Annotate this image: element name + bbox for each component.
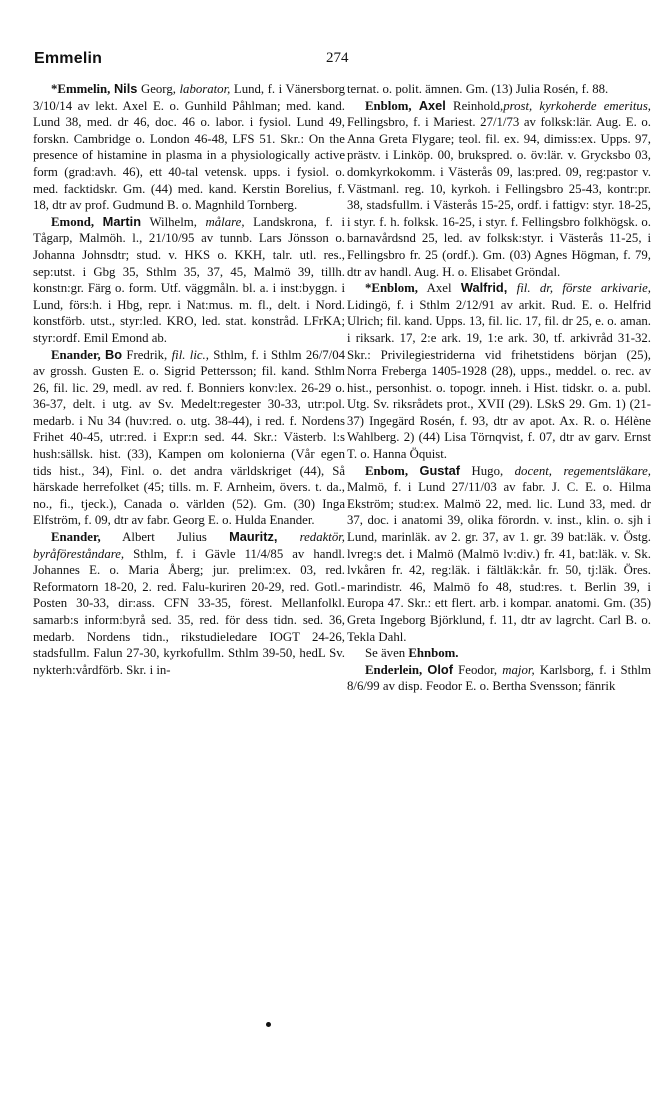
entry-surname: Emond, bbox=[51, 214, 95, 229]
entry-body: Sthlm, f. i Sthlm 26/7/04 av grossh. Gusten E. o. Sigrid Pettersson; fil. kand. Sthlm 26, fil. lic. 29, medl. av red. f. Bonniers konv:lex. 26-29 o. 36-37, delt. i utg. av Sv. Medelt:regester 30-33, utr:pol. medarb. i Nu 34 (huv:red. o. utg. 38-44), i red. f. Nordens Frihet 40-45, utr:red. i Expr:n sed. 44. Skr.: Västerb. l:s hush:sällsk. hist. (33), Kampen om kolonierna (Vår egen tids hist., 34), Finl. o. det andra världskriget (44), Så härskade herrefolket (45; tills. m. F. Arnheim, övers. t. da., no., fi., tjeck.), Canada o. världen (52). Gm. (30) Inga Elfström, f. 09, dtr av fabr. Georg E. o. Hulda Enander. bbox=[33, 347, 346, 528]
entry-given-bold: Martin bbox=[102, 213, 142, 229]
entry-given-bold: Walfrid, bbox=[460, 280, 508, 296]
entry-occupation: redaktör, byråföreståndare, bbox=[33, 530, 346, 561]
see-also-reference bbox=[347, 645, 651, 662]
entry-given-rest: Fredrik, bbox=[122, 347, 168, 362]
entry-marker: * bbox=[365, 281, 372, 296]
entry-occupation: major, bbox=[502, 662, 535, 677]
entry-surname: Enbom, bbox=[365, 463, 409, 478]
entry-given-bold: Nils bbox=[113, 81, 138, 96]
entry-emond-martin bbox=[33, 214, 345, 347]
entry-enbom-gustaf bbox=[347, 463, 651, 646]
entry-given-rest: Axel bbox=[418, 281, 461, 296]
entry-surname: Enderlein, bbox=[365, 662, 423, 677]
entry-body: Sthlm, f. i Gävle 11/4/85 av handl. Johannes E. o. Maria Åberg; jur. prelim:ex. 03, red. Reformatorn 18-20, 2. red. Falu-kuriren 20-29, red. Gotl.-Posten 30-33, dir:ass. CFN 33-35, förest. Mellanfolkl. samarb:s inform:byrå sed. 35, red. för dess tidn. sed. 36, medarb. Nordens tidn., rikstudieledare IOGT 24-26, stadsfullm. Falun 27-30, kyrkofullm. Sthlm 39-50, hedL Sv. nykterh:vårdförb. Skr. i in- bbox=[33, 546, 345, 677]
entry-given-bold: Bo bbox=[105, 346, 123, 362]
entry-given-bold: Olof bbox=[427, 661, 454, 677]
entry-occupation: prost, kyrkoherde emeritus, bbox=[503, 98, 651, 113]
entry-marker: * bbox=[51, 82, 58, 96]
entry-occupation: fil. dr, förste arkivarie, bbox=[516, 281, 651, 296]
page-dot-mark bbox=[266, 1022, 271, 1027]
entry-given-bold: Gustaf bbox=[419, 462, 461, 478]
entry-body: Landskrona, f. i Tågarp, Malmöh. l., 21/10/95 av tunnb. Lars Jönsson o. Johanna Johnsdtr; stud. v. HKS o. KKH, talr. utl. res., sep:utst. i Gbg 35, Sthlm 35, 37, 45, Malmö 39, tillh. konstn:gr. Färg o. form. Utf. väggmåln. bl. a. i inst:byggn. i Lund, förs:h. i Hbg, repr. i Nat:mus. m. fl., delt. i Nord. konstförb. utst., styr:led. KRO, led. stat. konstråd. LFrKA; styr:ordf. Emil Emond ab. bbox=[33, 214, 346, 345]
entry-enblom-axel bbox=[347, 98, 651, 281]
entry-occupation: målare, bbox=[205, 214, 245, 229]
entry-occupation: fil. lic., bbox=[171, 347, 209, 362]
entry-given-rest: Albert Julius bbox=[100, 530, 230, 545]
entry-body: Lidingö, f. i Sthlm 2/12/91 av arkit. Rud. E. o. Helfrid Ulrich; fil. kand. Upps. 13, fil. lic. 17, fil. dr 25, e. o. aman. i riksark. 17, 2:e ark. 19, 1:e ark. 30, tf. arkivråd 31-32. Skr.: Privilegiestriderna vid frihetstidens början (25), Norra Freberga 1405-1928 (28), upps., meddel. o. rec. av hist., personhist. o. topogr. inneh. i Hist. tidskr. o. a. publ. Utg. Sv. riksrådets prot., XVII (29). LSkS 29. Gm. 1) (21-37) Ingegärd Rosén, f. 93, dtr av apot. Ax. R. o. Hélène Wahlberg. 2) (44) Lisa Törnqvist, f. 07, dtr av garv. Ernst T. o. Hanna Öquist. bbox=[347, 297, 651, 462]
page-number: 274 bbox=[326, 50, 349, 66]
right-column bbox=[347, 81, 651, 695]
entry-given-rest: Feodor, bbox=[453, 662, 498, 677]
left-column bbox=[33, 81, 345, 678]
entry-body: Fellingsbro, f. i Mariest. 27/1/73 av folksk:lär. Aug. E. o. Anna Greta Flygare; teol. fil. ex. 94, dimiss:ex. Upps. 97, prästv. i Linköp. 00, brukspred. o. öv:lär. v. Grycksbo 03, domkyrkokomm. i Västerås 09, las:pred. 09, reg:pastor v. Västmanl. reg. 10, kyrkoh. i Fellingsbro 25-43, kontr:pr. 38, stadsfullm. i Västerås 15-25, ordf. i fattigv: styr. 18-25, i styr. f. h. folksk. 16-25, i styr. f. Fellingsbro folkhögsk. o. barnavårdsnd 25, led. av folksk:styr. i Västerås 11-25, i Fellingsbro fr. 25 (ordf.). Gm. (03) Agnes Högman, f. 79, dtr av handl. Aug. H. o. Elisabet Gröndal. bbox=[347, 115, 651, 279]
entry-occupation: laborator, bbox=[179, 82, 231, 96]
entry-body: Lund, f. i Vänersborg 3/10/14 av lekt. Axel E. o. Gunhild Påhlman; med. kand. Lund 38, med. dr 46, doc. 46 o. labor. i fysiol. Lund 49, forskn. Cambridge o. London 46-48, LFS 51. Skr.: On the presence of histamine in plasma in a physiologically active form (grad:avh. 46), ett 40-tal vetensk. upps. i fysiol. o. med. facktidskr. Gm. (44) med. kand. Kerstin Borelius, f. 18, dtr av prof. Gudmund B. o. Magnhild Tornberg. bbox=[33, 82, 346, 213]
entry-surname: Emmelin, bbox=[57, 82, 111, 96]
entry-given-rest: Georg, bbox=[137, 82, 176, 96]
entry-continuation: ternat. o. polit. ämnen. Gm. (13) Julia Rosén, f. 88. bbox=[347, 82, 609, 96]
entry-surname: Enander, bbox=[51, 347, 101, 362]
entry-surname: Enblom, bbox=[371, 281, 418, 296]
entry-emmelin-nils bbox=[33, 81, 345, 214]
entry-given-rest: Hugo, bbox=[460, 463, 504, 478]
entry-enblom-walfrid bbox=[347, 280, 651, 463]
entry-surname: Enblom, bbox=[365, 98, 412, 113]
entry-given-bold: Mauritz, bbox=[229, 529, 278, 545]
see-also-prefix: Se även bbox=[365, 646, 409, 661]
see-also-name: Ehnbom. bbox=[408, 646, 459, 661]
entry-body: Karlsborg, f. i Sthlm 8/6/99 av disp. Feodor E. o. Bertha Svensson; fänrik bbox=[347, 662, 652, 694]
running-head: Emmelin bbox=[34, 50, 103, 67]
entry-enander-bo bbox=[33, 347, 345, 530]
entry-surname: Enander, bbox=[51, 530, 101, 545]
entry-body: Malmö, f. i Lund 27/11/03 av fabr. J. C. E. o. Hilma Ekström; stud:ex. Malmö 22, med. lic. Lund 33, med. dr 37, doc. i anatomi 39, olika förordn. v. inst., klin. o. sjh i Lund, marinläk. av 2. gr. 37, av 1. gr. 39 bat:läk. v. Östg. lvreg:s det. i Malmö (Malmö lv:div.) fr. 41, bat:läk. v. Sk. lvkåren fr. 42, reg:läk. i fältläk:kår. fr. 50, tj:läk. Öres. marindistr. 46, Malmö fo 48, stud:res. t. Berlin 39, i Europa 47. Skr.: ett flert. arb. i kompar. anatomi. Gm. (35) Greta Ingeborg Björklund, f. 11, dtr av lagrcht. Carl B. o. Tekla Dahl. bbox=[347, 480, 651, 644]
entry-given-rest: Reinhold, bbox=[445, 98, 504, 113]
entry-occupation: docent, regementsläkare, bbox=[514, 463, 651, 478]
entry-enander-mauritz bbox=[33, 529, 345, 678]
entry-enderlein-olof bbox=[347, 662, 651, 695]
entry-given-rest: Wilhelm, bbox=[141, 214, 197, 229]
entry-given-bold: Axel bbox=[418, 97, 446, 113]
